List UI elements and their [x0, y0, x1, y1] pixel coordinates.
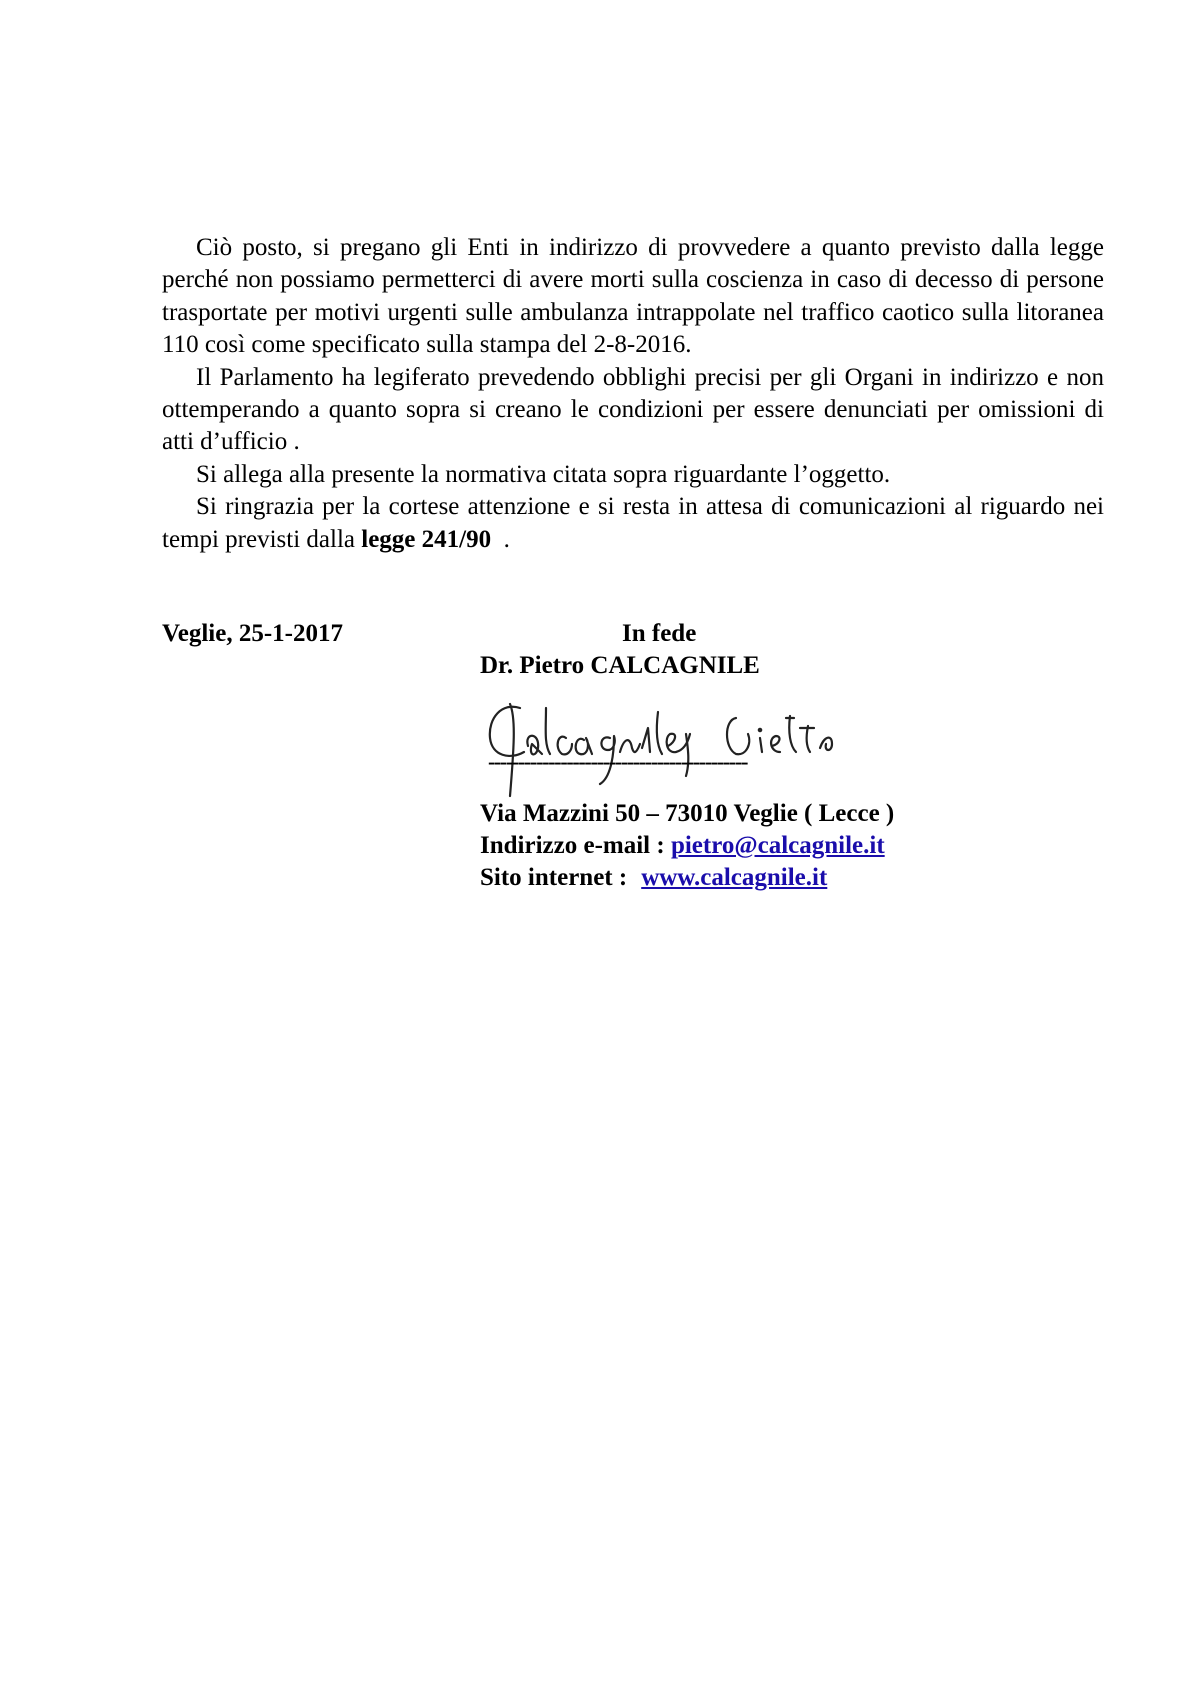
paragraph-4-tail: . — [491, 525, 510, 553]
website-row — [480, 862, 894, 894]
law-reference: legge 241/90 — [361, 525, 492, 553]
signer-name: Dr. Pietro CALCAGNILE — [480, 652, 760, 679]
paragraph-3: Si allega alla presente la normativa citata sopra riguardante l’oggetto. — [196, 460, 891, 488]
website-link[interactable]: www.calcagnile.it — [641, 864, 828, 891]
paragraph-4 — [162, 491, 1104, 556]
website-label: Sito internet : — [480, 864, 628, 891]
salutation: In fede — [622, 620, 697, 647]
letter-body — [162, 232, 1104, 556]
contact-block — [480, 798, 894, 894]
paragraph-1: Ciò posto, si pregano gli Enti in indirizzo di provvedere a quanto previsto dalla legge perché non possiamo permetterci di avere morti sulla coscienza in caso di decesso di persone trasportate per motivi urgenti sulle ambulanza intrappolate nel traffico caotico sulla litoranea 110 così come specificato sulla stampa del 2-8-2016. — [162, 234, 1104, 359]
handwritten-signature — [480, 688, 900, 798]
signature-line: ------------------------------------------- — [488, 749, 748, 774]
address: Via Mazzini 50 – 73010 Veglie ( Lecce ) — [480, 800, 895, 827]
paragraph-2: Il Parlamento ha legiferato prevedendo obblighi precisi per gli Organi in indirizzo e non ottemperando a quanto sopra si creano le condizioni per essere denunciati per omissioni di atti d’ufficio . — [162, 363, 1104, 456]
email-label: Indirizzo e-mail : — [480, 832, 665, 859]
email-row — [480, 830, 894, 862]
paragraph-4-text: Si ringrazia per la cortese attenzione e si resta in attesa di comunicazioni al riguardo nei tempi previsti dalla — [162, 493, 1104, 553]
email-link[interactable]: pietro@calcagnile.it — [670, 832, 885, 859]
place-date: Veglie, 25-1-2017 — [162, 620, 343, 647]
